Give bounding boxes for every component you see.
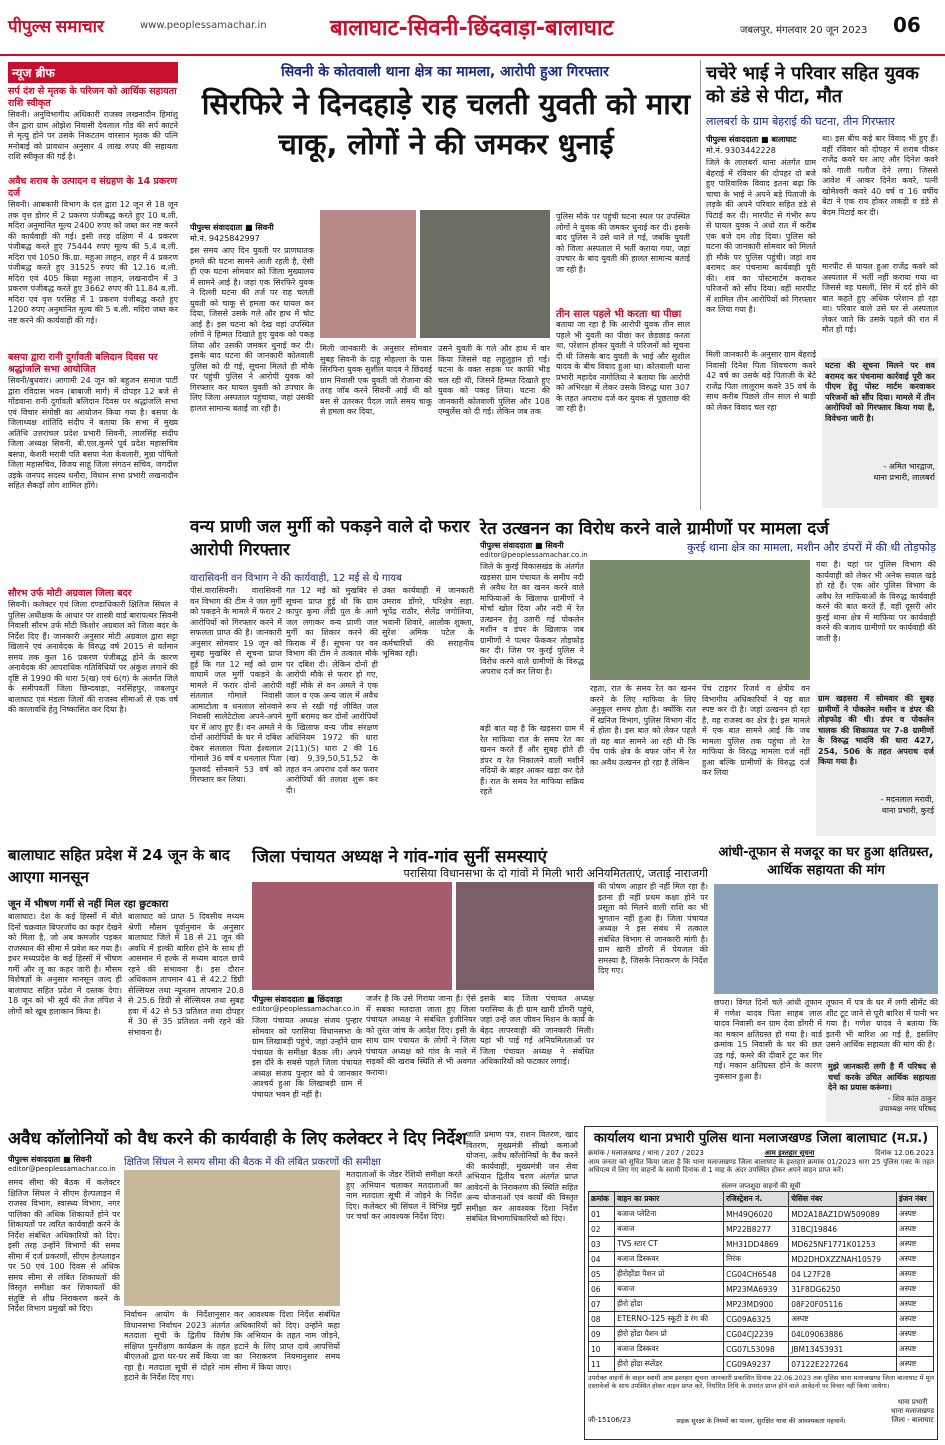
colonies-subhead: क्षितिज सिंघल ने समय सीमा की बैठक में की लंबित प्रकरणों की समीक्षा <box>124 1157 381 1168</box>
table-row <box>589 1297 934 1312</box>
lead-byline: पीपुल्स संवाददाता ■ सिवनी <box>190 223 274 232</box>
table-cell: JBM13453931 <box>789 1342 897 1357</box>
table-cell: 09 <box>589 1327 615 1342</box>
notice-code: जी-15106/23 <box>588 1416 632 1424</box>
quote-role: थाना प्रभारी, कुरई <box>881 806 934 815</box>
waterfowl-subhead: वारासिवनी वन विभाग ने की कार्यवाही, 12 मई से थे गायब <box>190 573 402 584</box>
monsoon-body: बालाघाट को प्राप्त 5 दिवसीय मध्यम श्रेणी मौसम पूर्वानुमान के अनुसार बालाघाट जिले में 18 से 21 जून की अवधि में हल्की बारिश होने के साथ ही आसमान में हल्के से मध्यम बादल छाये रहने की संभावना है। इस दौरान अधिकतम तापमान 41 से 42.2 डिग्री सेल्सियस तथा न्यूनतम तापमान 20.8 से 25.6 डिग्री से सेल्सियस तथा सुबह हवा में 42 से 53 प्रतिशत तथा दोपहर में 30 से 35 प्रतिशत नमी रहने की संभावना है। <box>128 912 244 1037</box>
injured-girl-photo <box>320 210 416 338</box>
table-header-cell: वाहन का प्रकार <box>615 1192 724 1207</box>
sand-headline: रेत उत्खनन का विरोध करने वाले ग्रामीणों पर मामला दर्ज <box>480 519 829 539</box>
table-cell: अस्पष्ट <box>789 1312 897 1327</box>
table-header-cell: इंजन नंबर <box>897 1192 934 1207</box>
table-header-cell: रजिस्ट्रेशन नं. <box>724 1192 789 1207</box>
lead-body: उसने युवती के गले और हाथ में वार किया जिससे वह लहूलुहान हो गई। घटना के वक्त सड़क पर काफी भीड़ चल रही थी, जिसने हिम्मत दिखाते हुए युवक को पकड़ लिया। घटना की जानकारी कोतवाली पुलिस और 108 एम्बुलेंस को दी गई। लेकिन जब तक <box>438 344 550 416</box>
lead-body: बताया जा रहा है कि आरोपी युवक तीन साल पहले भी युवती का पीछा कर छेड़छाड़ करता था, परेशान होकर युवती ने परिजनों को सूचना दी थी जिसके बाद युवती के भाई और सुशील यादव के बीच विवाद हुआ था। कोतवाली थाना प्रभारी महादेव नागोतिया ने बताया कि आरोपी को अभिरक्षा में लेकर उसके विरुद्ध धारा 307 के तहत अपराध दर्ज कर युवक से पूछताछ की जा रही है। <box>556 320 690 413</box>
waterfowl-body: पीसं.वारासिवनी। वारासिवनी वन विभाग की टीम ने जल मुर्गी को पकड़ने के मामले में फरार 2 आरोपियों को गिरफ्तार करने में सफलता प्राप्त की है। जानकारी अनुसार सोमवार 19 जून को सुबह मुखबिर से सूचना प्राप्त हुई कि गत 12 मई को ग्राम वाघामें जल मुर्गी पकड़ने के मामले में फरार दोनों आरोपी संतलाल गोमाले निवासी आमाटोला व धनलाल सोनवाने निवासी सालेटेटोला अपने-अपने घर में आए हुए हैं। वन अमले ने दोनों आरोपियों के घर में दबिश देकर संतलाल पिता ईश्वलाल गोमाले 36 वर्ष व धनलाल पिता फुलवर्द सोनवाने 53 वर्ष को गिरफ्तार कर लिया। <box>190 586 282 784</box>
table-cell: MD625NF1771K01253 <box>789 1237 897 1252</box>
table-cell: अस्पष्ट <box>897 1252 934 1267</box>
storm-quote <box>826 1060 938 1122</box>
quote-role: थाना प्रभारी, लालबर्रा <box>873 473 935 482</box>
news-brief-column <box>8 62 178 842</box>
sand-email[interactable]: editor@peoplessamachar.co.in <box>480 551 588 559</box>
table-cell: ETERNO-125 स्कूटी डे रंग की <box>615 1312 724 1327</box>
lead-body: इस समय आए दिन युवती पर प्राणघातक हमले की घटना सामने आती रहती है, ऐसी ही एक घटना सोमवार को जिला मुख्यालय में सामने आई है। जहां एक सिरफिरे युवक ने दिल्ली घटना की तर्ज पर राह चलती युवती को चाकू से हमला कर घायल कर दिया, जिससे उसके गले और हाथ में चोट आई है। इस घटना को देख वहां उपस्थित लोगों ने हिम्मत दिखाते हुए युवक को पकड़ लिया और उसकी जमकर धुनाई कर दी। इसके बाद घटना की जानकारी कोतवाली पुलिस को दी गई, सूचना मिलते ही मौके पर पहुंची पुलिस ने आरोपी युवक को गिरफ्तार कर घायल युवती को उपचार के लिए जिला अस्पताल पहुंचाया, जहां उसकी हालत सामान्य बताई जा रही है। <box>190 246 314 413</box>
brief-heading: अवैध शराब के उत्पादन व संग्रहण के 14 प्रकरण दर्ज <box>8 176 177 199</box>
table-cell: बजाज डिस्कवर <box>615 1342 724 1357</box>
right-story-headline: चचेरे भाई ने परिवार सहित युवक को डंडे से पीटा, मौत <box>706 63 919 107</box>
panchayat-body: जिला पंचायत अध्यक्ष संजय पुन्हार सोमवार को परासिया विधानसभा के ग्राम लिखाबड़ी पहुंचे, जहां उन्होंने ग्राम पंचायत के समीक्षा बैठक ली। अपने इस दौरे के सबसे पहले जिला पंचायत अध्यक्ष संजय पुन्हार को ये जानकार आश्चर्य हुआ कि लिखाबड़ी ग्राम में पंचायत भवन ही नहीं है। <box>252 1016 362 1099</box>
page-number: 06 <box>893 13 921 37</box>
panchayat-email[interactable]: editor@peoplessamachar.co.in <box>252 1005 360 1013</box>
table-cell: 04L09063886 <box>789 1327 897 1342</box>
quote-text: घटना की सूचना मिलने पर शव बरामद कर पंचनामा कार्रवाई पूरी कर पीएम हेतु पोस्ट मार्टम करवाकर परिजनों को सौंप दिया। मामले में तीन आरोपियों को गिरफ्तार किया गया है, विवेचना जारी है। <box>825 361 935 423</box>
sand-body: बड़ी बात यह है कि खड़सरा ग्राम में रेत माफिया रात के समय रेत का खनन करते हैं और सुबह होते ही डंपर व रेत निकालने वाली मशीनें नदियों के बाहर आकर खड़ा कर देते हैं। रात के समय रेत माफिया सक्रिय रहते <box>480 724 584 796</box>
right-story-byline: पीपुल्स संवाददाता ■ बालाघाट <box>706 135 797 144</box>
table-header-cell: चेसिस नंबर <box>789 1192 897 1207</box>
sand-subhead: कुरई थाना क्षेत्र का मामला, मशीन और डंपरों में की थी तोड़फोड़ <box>687 541 936 554</box>
table-cell: 03 <box>589 1237 615 1252</box>
villagers-gathering-photo <box>456 882 594 990</box>
waterfowl-body: गत 12 मई को मुखबिर से सूचना प्राप्त हुई थी कि ग्राम कापुर कुमा लेंडी पुल के आगे जल लगाकर वन्य प्राणी जल मुर्गी का शिकार करने की फिराक में हैं। सूचना पर वन विभाग की टीम ने तत्काल मौके पर दबिश दी। लेकिन दोनों ही आरोपी मौके से फरार हो गए, वहीं मौके से वन अमले ने एक जाल व एक अन्य जाल में अवैध रूप से रखी गई जीवित जल मुर्गी बरामद कर दोनों आरोपियों के खिलाफ वन्य जीव संरक्षण अधिनियम 1972 की धारा 2(11)(5) धारा 2 की 16 (ख) 9,39,50,51,52 के तहत वन अपराध दर्ज कर फरार आरोपियों की तलाश शुरू कर दी। <box>286 586 378 795</box>
table-cell: अस्पष्ट <box>897 1207 934 1222</box>
table-cell: TVS स्टार CT <box>615 1237 724 1252</box>
table-cell: निरंक <box>724 1252 789 1267</box>
quote-role: उपाध्यक्ष नगर परिषद <box>879 1104 936 1113</box>
right-story-body: मिली जानकारी के अनुसार ग्राम बेहराई निवासी दिनेश पिता शिवचरण कवरे 42 वर्ष का उसके बड़े पिताजी के बेटे राजेंद्र पिता लालूराम कवरे 35 वर्ष के साथ करीब पिछले तीन साल से बाड़ी को लेकर विवाद चल रहा <box>706 350 816 412</box>
table-cell: 04 L27F28 <box>789 1267 897 1282</box>
lead-subhead: तीन साल पहले भी करता था पीछा <box>556 309 682 320</box>
brief-heading: सौरभ उर्फ मोटी अग्रवाल जिला बदर <box>8 588 132 599</box>
table-cell: 31BCJ19846 <box>789 1222 897 1237</box>
panchayat-body: जर्जर है कि उसे गिराया जाना है। ऐसे में सबका मतदाता जाता हुए जिला पंचायत अध्यक्ष ने संबंधित इंजीनियर को तुरंत जांच के आदेश दिए। इसी के साथ ग्राम पंचायत के लोगों ने जिला पंचायत अध्यक्ष को गांव के नाले में सड़कों की खराब स्थिति से भी अवगत कराया। <box>366 994 476 1077</box>
colonies-body: जाति प्रमाण पत्र, राशन वितरण, खाद वितरण, मुख्यमंत्री सीखो कमाओ योजना, अवैध कॉलोनियों के वैध करने की कार्यवाही, मुख्यमंत्री जन सेवा अभियान द्वितीय चरण अंतर्गत प्राप्त आवेदनों के निराकरण की स्थिति सहित अन्य योजनाओं एवं कार्यों की विस्तृत समीक्षा कर आवश्यक दिशा निर्देश संबंधित विभागाधिकारियों को दिए। <box>466 1130 578 1223</box>
notice-slogan: सड़क सुरक्षा के नियमों का पालन, सुरक्षित यात्रा की आवश्यकता पहचानें। <box>676 1417 846 1425</box>
villagers-photo <box>590 560 810 680</box>
table-cell: MP22B8277 <box>724 1222 789 1237</box>
table-cell: 02 <box>589 1222 615 1237</box>
sand-quote <box>816 692 936 836</box>
sand-byline: पीपुल्स संवाददाता ■ सिवनी <box>480 541 564 550</box>
table-cell: अस्पष्ट <box>897 1342 934 1357</box>
police-notice <box>584 1126 938 1440</box>
table-cell: CG07L53098 <box>724 1342 789 1357</box>
table-cell: अस्पष्ट <box>897 1312 934 1327</box>
table-row <box>589 1282 934 1297</box>
lead-body: पुलिस मौके पर पहुंची घटना स्थल पर उपस्थित लोगों ने युवक की जमकर धुनाई कर दी। इसके बाद पुलिस ने उसे थाने ले गई, जबकि युवती को जिला अस्पताल में भर्ती कराया गया, जहां उपचार के बाद युवती की हालत सामान्य बताई जा रही है। <box>556 212 690 274</box>
brief-body: सिवनी। आबकारी विभाग के दल द्वारा 12 जून से 18 जून तक वृत्त डोगर में 2 प्रकरण पंजीबद्ध करते हुए 10 ब.ली. मदिरा अनुमानित मूल्य 2400 रुपए को जब्त कर नष्ट करने की कार्यवाही की गई। इसी तरह दक्षिण में 4 प्रकरण पंजीबद्ध करते हुए 75444 रुपए मूल्य की 5.4 ब.ली. मदिरा एवं 1050 कि.ग्रा. महुआ लाहन, शहर में 4 प्रकरण पंजीबद्ध करते हुए 31525 रुपए की 12.16 ब.ली. मदिरा एवं 405 किग्रा महुआ लाहन, लखनादौन में 3 प्रकरण पंजीबद्ध करते हुए 3662 रुपए की 11.84 ब.ली. मदिरा एवं वृत्त परसिह में 1 प्रकरण पंजीबद्ध करते हुए 1200 रुपए अनुमानित मूल्य की 5 ब.ली. मदिरा जब्त कर नष्ट करने की कार्यवाही की गई। <box>8 200 178 325</box>
table-cell: 31F8DG6250 <box>789 1282 897 1297</box>
lead-mobile: मो.नं. 9425842997 <box>190 234 260 243</box>
panchayat-headline: जिला पंचायत अध्यक्ष ने गांव-गांव सुनीं समस्याएं <box>252 847 547 867</box>
damaged-house-photo <box>714 884 938 994</box>
table-cell: 10 <box>589 1342 615 1357</box>
table-cell: बजाज <box>615 1282 724 1297</box>
table-cell: अस्पष्ट <box>897 1222 934 1237</box>
dateline: जबलपुर, मंगलवार 20 जून 2023 <box>740 25 868 36</box>
monsoon-body: बालाघाट। देश के कई हिस्सों में बीते दिनों चक्रवात बिपरजॉय का कहर देखने को मिला है, जो अब कमजोर पड़कर राजस्थान की सीमा में प्रवेश कर गया है। इधर मध्यप्रदेश के कई हिस्सों में भीषण गर्मी और लू का कहर जारी है। मौसम विशेषज्ञों के अनुसार मानसून जल्द ही बालाघाट सहित प्रदेश में दस्तक देगा। 18 जून को भी सूर्य की तेज तपिश ने लोगों को खूब हलाकान किया है। <box>8 912 122 1016</box>
panchayat-subhead: परासिया विधानसभा के दो गांवों में मिली भारी अनियमितताएं, जताई नाराजगी <box>403 867 708 880</box>
table-cell: अस्पष्ट <box>897 1282 934 1297</box>
sand-body: गया है। यहां पर पुलिस विभाग की कार्यवाही को लेकर भी अनेक सवाल खड़े हो रहे हैं। एक ओर पुलिस विभाग के अवैध रेत माफियाओं के विरुद्ध कार्यवाही करने की बात करते हैं, वहीं दूसरी ओर कुरई थाना क्षेत्र में माफिया पर कार्यवाही करने की बजाय ग्रामीणों पर कार्यवाही की जाती है। <box>816 560 936 643</box>
table-cell: CG04CJ2239 <box>724 1327 789 1342</box>
notice-ref: क्रमांक / मलाजखण्ड / थाना / 207 / 2023 <box>588 1149 704 1157</box>
brief-body: सिवनी। अनुविभागीय अधिकारी राजस्व लखनादौन हिमांशु जैन द्वारा ग्राम ओझेश निवासी देवलाल गोंड की सर्प काटने से मृत्यु होने पर उसके निकटतम वारसान मृतक की पत्नि मनोबाई को प्रावधान अनुसार 4 लाख रुपए की सहायता राशि स्वीकृत की गई है। <box>8 110 178 161</box>
panchayat-body: इसके बाद जिला पंचायत अध्यक्ष परासिया के ही ग्राम खारी डोंगरी पहुंचे, जहां उन्हें जल जीवन मिशन के कार्य के बेहद लापरवाही की जानकारी मिली। यहां भी पाई गई अनियमितताओं पर जिला पंचायत अध्यक्ष ने संबंधित अधिकारियों को फटकार लगाई। <box>480 994 594 1066</box>
right-story-body: जिले के लालबर्रा थाना अंतर्गत ग्राम बेहराई में रविवार की दोपहर दो बजे हुए पारिवारिक विवाद इतना बढ़ा कि चाचा के भाई ने अपने बड़े पिताजी के लड़के की अपने परिवार सहित डंडे से पिटाई कर दी। मारपीट से गंभीर रूप से घायल युवक ने अधो रात में करीब एक बजे दम तोड़ दिया। पुलिस को घटना की जानकारी सोमवार को मिलते ही मौके पर पुलिस पहुंची। जहां शव बरामद कर पंचनामा कार्यवाही पूरी की। शव का पोस्टमार्टम कराकर परिजनों को सौंप दिया। वहीं मारपीट में शामिल तीन आरोपियों को गिरफ्तार कर लिया गया है। <box>706 158 816 314</box>
accused-youth-photo <box>420 210 550 338</box>
monsoon-headline: बालाघाट सहित प्रदेश में 24 जून के बाद आएगा मानसून <box>8 846 230 886</box>
meeting-photo <box>252 882 452 990</box>
table-cell: MH31DD4869 <box>724 1237 789 1252</box>
right-story-mobile: मो.नं. 9303442228 <box>706 146 776 155</box>
table-cell: अस्पष्ट <box>897 1237 934 1252</box>
table-cell: अस्पष्ट <box>897 1297 934 1312</box>
table-row <box>589 1207 934 1222</box>
table-cell: MD2A18AZ1DW509089 <box>789 1207 897 1222</box>
notice-table-heading: संलग्न जप्तशुदा वाहनों की सूची <box>721 1182 801 1190</box>
table-row <box>589 1222 934 1237</box>
table-header-cell: क्रमांक <box>589 1192 615 1207</box>
notice-signature: जिला - बालाघाट <box>891 1416 934 1424</box>
table-row <box>589 1327 934 1342</box>
edition-title: बालाघाट-सिवनी-छिंदवाड़ा-बालाघाट <box>330 16 614 41</box>
quote-author: - अमित भारद्वाज, <box>883 462 935 471</box>
table-cell: 05 <box>589 1267 615 1282</box>
colonies-body: कर आवश्यक दिशा निर्देश संबंधित अधिकारियों को दिए। उन्होंने कहा कि अभियान के तहत नाम जोड़ने, हटाने के लिए प्राप्त दावे आपत्तियों का निराकरण नियमानुसार समय सीमा में किया जाए। <box>234 1310 340 1372</box>
notice-title: कार्यालय थाना प्रभारी पुलिस थाना मलाजखण्ड जिला बालाघाट (म.प्र.) <box>593 1131 929 1146</box>
waterfowl-headline: वन्य प्राणी जल मुर्गी को पकड़ने वाले दो फरार आरोपी गिरफ्तार <box>190 517 470 560</box>
right-story-subhead: लालबर्रा के ग्राम बेहराई की घटना, तीन गिरफ्तार <box>706 115 895 128</box>
table-cell: बजाज <box>615 1222 724 1237</box>
colonies-body: समय सीमा की बैठक में कलेक्टर क्षितिज सिंघल ने सीएम हेल्पलाइन में राजस्व विभाग, स्वास्थ्य विभाग, नगर पालिका की अधिक शिकायतें होने पर शिकायतों पर त्वरित कार्यवाही करने के निर्देश संबंधित अधिकारियों को दिए। इसी तरह उन्होंने विभागों की समय सीमा में दर्ज प्रकरणों, सीएम हेल्पलाइन पर 50 एवं 100 दिवस से अधिक समय सीमा से लंबित शिकायतों की विस्तृत समीक्षा कर शिकायतों की संतुष्टि से शीघ्र निराकरण करने के निर्देश विभाग प्रमुखों को दिए। <box>8 1178 120 1313</box>
lead-headline: सिरफिरे ने दिनदहाड़े राह चलती युवती को मारा चाकू, लोगों ने की जमकर धुनाई <box>201 87 691 161</box>
right-story-body: मारपीट से घायल हुआ राजेंद्र कवरे को अस्पताल में भर्ती नहीं कराया गया था जिससे वह घसली, सिर में दर्द होने की बात कहते हुए अधिक परेशान हो रहा था। परिवार वाले उसे घर से अस्पताल लेकर जाते कि उसके पहले की रात में मौत हो गई। <box>822 262 938 334</box>
vehicle-table <box>588 1191 934 1372</box>
table-cell: 07 <box>589 1297 615 1312</box>
table-cell: CG09A6325 <box>724 1312 789 1327</box>
masthead-logo: पीपुल्स समाचार <box>8 17 105 36</box>
colonies-email[interactable]: editor@peoplessamachar.co.in <box>8 1165 116 1173</box>
table-cell: 11 <box>589 1357 615 1372</box>
colonies-body: निर्वाचन आयोग के निर्देशानुसार विधानसभा निर्वाचन 2023 अंतर्गत मतदाता सूची के द्वितीय विशेष संक्षिप्त पुनरीक्षण कार्यक्रम के तहत बीएलओ द्वारा घर-घर सर्वे किया जा रहा है। मतदाता सूची से दोहरे नाम हटाने के निर्देश दिए गए। <box>124 1310 230 1382</box>
quote-text: ग्राम खड़सरा में सोमवार की सुबह ग्रामीणों ने पोकलेन मशीन व डंपर की तोड़फोड़ की थी। डंपर व पोकलेन चालक की शिकायत पर 7-8 ग्रामीणों के विरुद्ध भादंवि की धारा 427, 254, 506 के तहत अपराध दर्ज किया गया है। <box>818 694 934 766</box>
table-cell: MH49Q6020 <box>724 1207 789 1222</box>
notice-signature: थाना मलाजखण्ड <box>891 1407 934 1415</box>
table-cell: हीरोहोंडा पैशन प्रो <box>615 1267 724 1282</box>
storm-body: छपरा। विगत दिनों चले आंधी तूफान में गणेश यादव पिता साहब लाल यादव निवासी वन ग्राम देवा डोंगरी में का मकान क्षतिग्रस्त हो गया है। वार्ड क्रमांक 15 निवासी के घर की छत उड़ गई, कमरे की दीवारें टूट कर गिर गई। मकान क्षतिग्रस्त होने के कारण नुकसान हुआ है। <box>714 998 822 1081</box>
sand-body: जिले के कुरई विकासखंड के अंतर्गत खड़सरा ग्राम पंचायत के समीप नदी से अवैध रेत का खनन करने वाले माफियाओं के खिलाफ ग्रामीणों ने मोर्चा खोल दिया और नदी में रेत उत्खनन हेतु उतारी गई पोकलेन मशीन व डंपर के खिलाफ जब ग्रामीणों ने पत्थर फेंककर तोड़फोड़ कर दी। जिस पर कुरई पुलिस ने विरोध करने वाले ग्रामीणों के विरुद्ध अपराध दर्ज कर लिया है। <box>480 562 584 676</box>
table-cell: 07122E227264 <box>789 1357 897 1372</box>
table-cell: 08 <box>589 1312 615 1327</box>
table-cell: 04 <box>589 1252 615 1267</box>
quote-author: - मदनलाल मरावी, <box>880 795 934 804</box>
notice-footer: उपरोक्त वाहनों के वाहन स्वामी आम इश्तहार सूचना जानकारी प्रकाशित दिनांक 22.06.2023 तक पुलिस थाना मलाजखण्ड जिला बालाघाट में मूल दस्तावेजों के साथ उपस्थित होकर वाहन प्राप्त करें, निर्धारित तिथि के उपरांत प्राप्त होने वाले आवेदनों पर विचार नहीं किया जायेगा। <box>588 1374 934 1390</box>
table-cell: 08F20F05116 <box>789 1297 897 1312</box>
section-rule <box>186 512 188 514</box>
brief-heading: सर्प दंश से मृतक के परिजन को आर्थिक सहायता राशि स्वीकृत <box>8 86 177 109</box>
right-story-quote <box>822 358 938 508</box>
sand-body: पेंच टाइगर रिजर्व व क्षेत्रीय वन विभागीय अधिकारियों ने यह बात स्पष्ट कर दी है। जहां उत्खनन हो रहा है, वह राजस्व का क्षेत्र है। इस मामले में एक बात सामने आई कि जब मामला पुलिस तक पहुंचा तो रेत माफिया के विरुद्ध मामला दर्ज नहीं हुआ बल्कि ग्रामीणों के विरुद्ध दर्ज कर लिया <box>702 684 810 777</box>
table-row <box>589 1237 934 1252</box>
lead-body: मिली जानकारी के अनुसार सोमवार सुबह सिवनी के दाहू मोहल्ला के पास सिरफिरा युवक सुशील यादव ने छिंदवई ग्राम निवासी एक युवती जो रोजाना की तरह जॉब करने सिवनी आई थी को बस से उतरकर पैदल जाते समय चाकू से हमला कर दिया, <box>320 344 432 416</box>
panchayat-body: की पोषण आहार ही नहीं मिल रहा है। इतना ही नहीं प्रथम कक्षा होने पर प्रसूता को मिलने वाली राशि का भी भुगतान नहीं हुआ है। जिला पंचायत अध्यक्ष ने इस संबंध में तत्काल संबंधित विभाग से जानकारी मांगी है। ग्राम खारी डोंगरी में पेयजल की समस्या है, जिसके निराकरण के निर्देश दिए गए। <box>598 882 708 975</box>
quote-author: - शिव कांत ठाकुर <box>887 1094 936 1103</box>
table-cell: CG09A9237 <box>724 1357 789 1372</box>
panchayat-byline: पीपुल्स संवाददाता ■ छिंदवाड़ा <box>252 995 343 1004</box>
storm-headline: आंधी-तूफान से मजदूर का घर हुआ क्षतिग्रस्त, आर्थिक सहायता की मांग <box>718 845 934 878</box>
monsoon-subhead: जून में भीषण गर्मी से नहीं मिल रहा छुटकारा <box>8 899 169 910</box>
notice-signature: थाना प्रभारी <box>897 1398 928 1406</box>
table-cell: 06 <box>589 1282 615 1297</box>
table-cell: हीरो होंडा स्प्लेंडर <box>615 1357 724 1372</box>
brief-body: सिवनी। कलेक्टर एवं जिला दण्डाधिकारी क्षितिज सिंघल ने पुलिस अधीक्षक के आधार पर शास्त्री वार्ड बारापत्थर सिवनी निवासी सौरभ उर्फ मोटी किशोर अग्रवाल को जिला बदर के निर्देश दिए हैं। जानकारी अनुसार मोटी अग्रवाल द्वारा सट्टा खिलाने एवं अनावेदक के विरुद्ध वर्ष 2015 से वर्तमान समय तक कुल 16 प्रकरण पंजीबद्ध होने के कारण अनावेदक की आपराधिक गतिविधियों पर अंकुश लगाने की दृष्टि से 1990 की धारा 5(ख) एवं 6(ग) के अंतर्गत जिले के समीपवर्ती जिला छिन्दवाड़ा, नरसिंहपुर, जबलपुर बालाघाट एवं मंडला जिलों की राजस्व सीमाओं से एक वर्ष की कालावधि हेतु निष्कासित कर दिया है। <box>8 600 178 714</box>
right-story-body: था। इस बीच कई बार विवाद भी हुए हैं। वहीं रविवार को दोपहर में शराब पीकर राजेंद्र कवरे घर आए और दिनेश कवरे को गाली गलौज देने लगा। जिससे आवेश में आकर दिनेश कवरे, पत्नी खोमेश्वरी कवरे 40 वर्ष व 16 वर्षीय बेटा ने एक राय होकर लकड़ी व डंडे से बेदम पिटाई कर दी। <box>822 134 938 217</box>
table-cell: अस्पष्ट <box>897 1327 934 1342</box>
table-cell: MP23MA6939 <box>724 1282 789 1297</box>
table-row <box>589 1357 934 1372</box>
table-cell: बजाज प्लेटिना <box>615 1207 724 1222</box>
news-brief-title: न्यूज ब्रीफ <box>8 62 178 83</box>
table-cell: 01 <box>589 1207 615 1222</box>
colonies-byline: पीपुल्स संवाददाता ■ सिवनी <box>8 1155 92 1164</box>
storm-body: तूफान में पत्र के घर में लगी सीमेंट की शीट टूट जाने से पूरी बारिश में पानी भर गया है। गणेश यादव ने बताया कि इतनी भी बारिश आ गई है, इसलिए उसने आर्थिक सहायता की मांग की है। <box>826 998 938 1049</box>
table-cell: हीरो होंडा पैशन प्रो <box>615 1327 724 1342</box>
notice-date: दिनांक 12.06.2023 <box>875 1149 934 1157</box>
brief-heading: बसपा द्वारा रानी दुर्गावती बलिदान दिवस पर श्रद्धांजलि सभा आयोजित <box>8 352 158 375</box>
waterfowl-body: उक्त कार्यवाही में जानकारी उमराव डोंगरे, परिक्षेत्र सहा. भूपेंद्र राठौर, सेलेंद्र जगोलिया, भवानी शिवारे, आलोक शुक्ला, सुरेश अमिक पटेल के कर्मचारियों की सराहनीय भूमिका रही। <box>382 586 474 658</box>
notice-subtitle: आम इश्तहार सूचना <box>764 1149 815 1157</box>
table-cell: अस्पष्ट <box>897 1357 934 1372</box>
table-cell: CG04CH6548 <box>724 1267 789 1282</box>
table-row <box>589 1267 934 1282</box>
quote-text: मुझे जानकारी लगी है मैं परिषद से चर्चा करके उचित आर्थिक सहायता देने का प्रयास करूंगा। <box>828 1062 936 1092</box>
brief-body: सिवनी/बुधवार। आगामी 24 जून को बहुजन समाज पार्टी द्वारा रविदास भवन (बाबाजी मार्ग) में दोपहर 12 बजे से गोंडवाना रानी दुर्गावती बलिदान दिवस पर श्रद्धांजलि सभा एवं विचार संगोष्ठी का आयोजन किया गया है। बसपा के जिलाध्यक्ष शांतिदि संदीप ने बताया कि सभा में मुख्य अतिथि उत्तरांचल प्रदेश प्रभारी सिवनी, लालसिंह संदीप जिला अध्यक्ष सिवनी, बी.एल.कुमरे पूर्व प्रदेश महासचिव बसपा, केशरी मरावी पति बसपा नेता केवलारी, मुन्ना पोषितो जिला महासचिव, विजय साहू जिला संगठन सचिव, जगदीश उइके जनपद सदस्य धनौरा, विधान सभा प्रभारी लखनादौन सहित सैकड़ों लोग शामिल होंगे। <box>8 376 178 490</box>
table-cell: हीरो होंडा <box>615 1297 724 1312</box>
table-row <box>589 1342 934 1357</box>
colonies-body: मतदाताओं के जेंडर रेशियो समीक्षा करते हुए अभियान चलाकर मतदाताओं का नाम मतदाता सूची में जोड़ने के निर्देश दिए। कलेक्टर श्री सिंघल ने विभिन्न मुद्दों पर चर्चा कर आवश्यक निर्देश दिए। <box>346 1170 462 1221</box>
column-divider <box>700 60 701 510</box>
site-url[interactable]: www.peoplessamachar.in <box>140 20 267 31</box>
table-row <box>589 1252 934 1267</box>
table-cell: बजाज डिस्कवर <box>615 1252 724 1267</box>
table-cell: MD2DHDXZZNAH10579 <box>789 1252 897 1267</box>
sand-body: रहता, रात के समय रेत का खनन करने के लिए माफिया के लिए अनुकूल समय होता है। क्योंकि रात में खनिज विभाग, पुलिस विभाग नींद में होता है। इस बात को लेकर पहले तो यह बात सामने आ रही थी कि पेंच पार्क क्षेत्र के बफर जोन में रेत का अवैध उत्खनन हो रहा है लेकिन <box>590 684 696 767</box>
lead-kicker: सिवनी के कोतवाली थाना क्षेत्र का मामला, आरोपी हुआ गिरफ्तार <box>281 64 609 80</box>
table-cell: अस्पष्ट <box>897 1267 934 1282</box>
table-cell: MP23MD900 <box>724 1297 789 1312</box>
notice-intro: आम जनता को सूचित किया जाता है कि थाना मलाजखण्ड जिला बालाघाट के इश्तहार क्रमांक 01/2023 धारा 25 पुलिस एक्ट के तहत अधिपत्य में लिए गए वाहनों के स्वामी दिनांक से 1 माह के अंदर उपस्थित होकर अपने वाहन प्राप्त करें। <box>588 1158 934 1174</box>
colonies-headline: अवैध कॉलोनियों को वैध करने की कार्यवाही के लिए कलेक्टर ने दिए निर्देश <box>8 1129 467 1149</box>
collector-meeting-photo <box>124 1170 340 1306</box>
table-row <box>589 1312 934 1327</box>
